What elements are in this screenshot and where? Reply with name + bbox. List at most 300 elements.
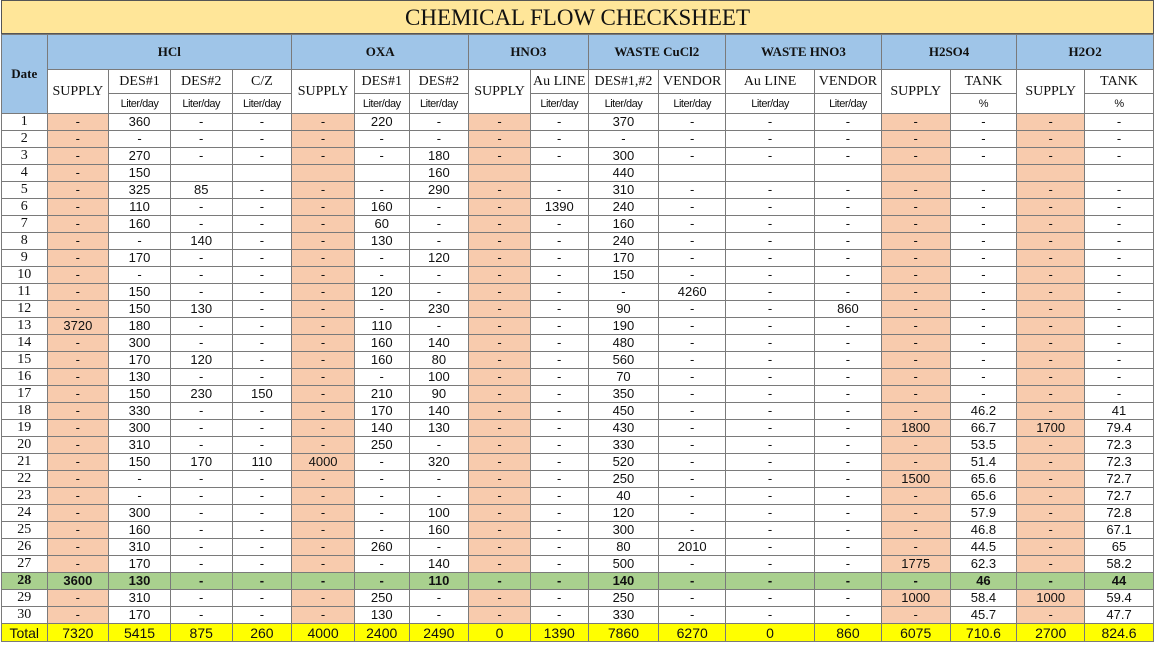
value-cell bbox=[469, 165, 531, 182]
value-cell: - bbox=[170, 522, 232, 539]
value-cell: - bbox=[409, 216, 469, 233]
value-cell: - bbox=[726, 471, 815, 488]
value-cell: - bbox=[232, 369, 292, 386]
value-cell: - bbox=[47, 420, 109, 437]
value-cell: - bbox=[726, 573, 815, 590]
value-cell: - bbox=[950, 267, 1017, 284]
value-cell: - bbox=[354, 454, 409, 471]
value-cell: - bbox=[815, 607, 882, 624]
value-cell: - bbox=[726, 386, 815, 403]
date-cell: 25 bbox=[2, 522, 48, 539]
value-cell: - bbox=[815, 352, 882, 369]
date-cell: 10 bbox=[2, 267, 48, 284]
value-cell: 1000 bbox=[881, 590, 950, 607]
value-cell: 300 bbox=[109, 420, 171, 437]
value-cell: - bbox=[232, 420, 292, 437]
value-cell: - bbox=[170, 556, 232, 573]
value-cell: - bbox=[881, 182, 950, 199]
value-cell: - bbox=[530, 386, 588, 403]
table-row bbox=[2, 573, 1154, 590]
value-cell: - bbox=[409, 318, 469, 335]
value-cell: - bbox=[469, 301, 531, 318]
date-cell: 28 bbox=[2, 573, 48, 590]
unit-label: Liter/day bbox=[588, 94, 659, 114]
value-cell: 170 bbox=[170, 454, 232, 471]
value-cell: - bbox=[1017, 573, 1085, 590]
table-row bbox=[2, 590, 1154, 607]
value-cell: - bbox=[469, 284, 531, 301]
table-row bbox=[2, 148, 1154, 165]
value-cell: - bbox=[659, 556, 726, 573]
value-cell: - bbox=[588, 131, 659, 148]
value-cell: 58.4 bbox=[950, 590, 1017, 607]
value-cell: 100 bbox=[409, 369, 469, 386]
value-cell: - bbox=[469, 182, 531, 199]
value-cell: 90 bbox=[588, 301, 659, 318]
column-header: VENDOR bbox=[659, 70, 726, 94]
flow-table bbox=[1, 34, 1154, 642]
value-cell: - bbox=[469, 114, 531, 131]
value-cell: - bbox=[47, 403, 109, 420]
value-cell: - bbox=[109, 131, 171, 148]
value-cell: - bbox=[292, 318, 355, 335]
value-cell: - bbox=[726, 131, 815, 148]
value-cell: - bbox=[47, 454, 109, 471]
value-cell: 130 bbox=[354, 607, 409, 624]
value-cell: - bbox=[726, 318, 815, 335]
value-cell: - bbox=[232, 352, 292, 369]
table-row bbox=[2, 165, 1154, 182]
value-cell: 110 bbox=[232, 454, 292, 471]
value-cell: - bbox=[530, 505, 588, 522]
value-cell: - bbox=[815, 573, 882, 590]
date-cell: 23 bbox=[2, 488, 48, 505]
value-cell: - bbox=[659, 369, 726, 386]
value-cell: - bbox=[47, 471, 109, 488]
date-cell: 4 bbox=[2, 165, 48, 182]
value-cell: - bbox=[726, 182, 815, 199]
value-cell: 65.6 bbox=[950, 471, 1017, 488]
value-cell: - bbox=[409, 539, 469, 556]
table-row bbox=[2, 131, 1154, 148]
value-cell bbox=[815, 165, 882, 182]
value-cell: - bbox=[950, 318, 1017, 335]
value-cell: - bbox=[292, 131, 355, 148]
value-cell: 2010 bbox=[659, 539, 726, 556]
column-header: TANK bbox=[950, 70, 1017, 94]
value-cell: - bbox=[47, 522, 109, 539]
value-cell: - bbox=[659, 131, 726, 148]
value-cell: - bbox=[469, 386, 531, 403]
value-cell: - bbox=[659, 352, 726, 369]
value-cell: - bbox=[170, 437, 232, 454]
column-header: Au LINE bbox=[530, 70, 588, 94]
value-cell: - bbox=[469, 131, 531, 148]
value-cell: 140 bbox=[354, 420, 409, 437]
value-cell: - bbox=[950, 114, 1017, 131]
value-cell: - bbox=[354, 250, 409, 267]
value-cell: - bbox=[354, 505, 409, 522]
value-cell: 1390 bbox=[530, 624, 588, 642]
value-cell: - bbox=[1017, 182, 1085, 199]
value-cell: 51.4 bbox=[950, 454, 1017, 471]
value-cell: 1000 bbox=[1017, 590, 1085, 607]
value-cell: - bbox=[1017, 199, 1085, 216]
value-cell: - bbox=[232, 590, 292, 607]
value-cell: - bbox=[292, 573, 355, 590]
value-cell: 210 bbox=[354, 386, 409, 403]
value-cell: - bbox=[1017, 607, 1085, 624]
group-header-oxa: OXA bbox=[292, 35, 469, 70]
value-cell: - bbox=[1017, 284, 1085, 301]
value-cell: - bbox=[1017, 318, 1085, 335]
value-cell: 80 bbox=[409, 352, 469, 369]
value-cell: - bbox=[1085, 301, 1154, 318]
value-cell: - bbox=[881, 233, 950, 250]
value-cell: - bbox=[881, 386, 950, 403]
value-cell: - bbox=[881, 488, 950, 505]
value-cell: 45.7 bbox=[950, 607, 1017, 624]
supply-header: SUPPLY bbox=[292, 70, 355, 114]
value-cell: - bbox=[47, 335, 109, 352]
unit-label: Liter/day bbox=[354, 94, 409, 114]
value-cell: 6075 bbox=[881, 624, 950, 642]
value-cell: - bbox=[292, 284, 355, 301]
value-cell: - bbox=[659, 522, 726, 539]
value-cell: - bbox=[469, 267, 531, 284]
value-cell: - bbox=[815, 318, 882, 335]
table-row bbox=[2, 267, 1154, 284]
value-cell: - bbox=[354, 267, 409, 284]
value-cell: - bbox=[659, 267, 726, 284]
value-cell: - bbox=[109, 488, 171, 505]
value-cell: - bbox=[47, 216, 109, 233]
value-cell: - bbox=[232, 250, 292, 267]
value-cell: - bbox=[47, 199, 109, 216]
value-cell: - bbox=[232, 131, 292, 148]
value-cell: 170 bbox=[109, 607, 171, 624]
value-cell: - bbox=[232, 199, 292, 216]
table-row bbox=[2, 505, 1154, 522]
value-cell: - bbox=[232, 539, 292, 556]
value-cell: - bbox=[530, 131, 588, 148]
unit-label: Liter/day bbox=[232, 94, 292, 114]
value-cell: - bbox=[469, 437, 531, 454]
value-cell: - bbox=[659, 318, 726, 335]
value-cell: - bbox=[47, 437, 109, 454]
value-cell: - bbox=[726, 233, 815, 250]
value-cell: 1700 bbox=[1017, 420, 1085, 437]
column-header: DES#2 bbox=[170, 70, 232, 94]
value-cell: - bbox=[659, 114, 726, 131]
table-row bbox=[2, 114, 1154, 131]
value-cell: - bbox=[47, 301, 109, 318]
value-cell: - bbox=[109, 267, 171, 284]
group-header-hcl: HCl bbox=[47, 35, 292, 70]
value-cell: - bbox=[1085, 386, 1154, 403]
value-cell: - bbox=[409, 284, 469, 301]
value-cell: - bbox=[354, 488, 409, 505]
table-row bbox=[2, 471, 1154, 488]
value-cell: - bbox=[170, 488, 232, 505]
value-cell: - bbox=[47, 539, 109, 556]
date-header: Date bbox=[2, 35, 48, 114]
value-cell: - bbox=[815, 590, 882, 607]
value-cell: - bbox=[881, 573, 950, 590]
value-cell: - bbox=[1085, 199, 1154, 216]
table-row bbox=[2, 420, 1154, 437]
value-cell: - bbox=[292, 369, 355, 386]
date-cell: 19 bbox=[2, 420, 48, 437]
value-cell: - bbox=[170, 505, 232, 522]
value-cell: - bbox=[1017, 216, 1085, 233]
value-cell: - bbox=[950, 148, 1017, 165]
table-header bbox=[2, 35, 1154, 114]
value-cell: - bbox=[354, 556, 409, 573]
table-row bbox=[2, 369, 1154, 386]
value-cell: - bbox=[659, 590, 726, 607]
value-cell: - bbox=[881, 403, 950, 420]
value-cell: - bbox=[659, 335, 726, 352]
column-header: VENDOR bbox=[815, 70, 882, 94]
value-cell: 67.1 bbox=[1085, 522, 1154, 539]
value-cell: - bbox=[469, 233, 531, 250]
group-header-hno3: HNO3 bbox=[469, 35, 588, 70]
value-cell: - bbox=[47, 114, 109, 131]
value-cell: 130 bbox=[109, 573, 171, 590]
column-header: Au LINE bbox=[726, 70, 815, 94]
value-cell: 140 bbox=[409, 556, 469, 573]
date-cell: 26 bbox=[2, 539, 48, 556]
value-cell: 160 bbox=[109, 216, 171, 233]
value-cell: - bbox=[47, 556, 109, 573]
value-cell: - bbox=[815, 284, 882, 301]
value-cell: - bbox=[354, 301, 409, 318]
value-cell: 350 bbox=[588, 386, 659, 403]
value-cell: - bbox=[1017, 114, 1085, 131]
value-cell: - bbox=[659, 573, 726, 590]
value-cell: - bbox=[47, 250, 109, 267]
unit-label: % bbox=[950, 94, 1017, 114]
date-cell: 13 bbox=[2, 318, 48, 335]
value-cell: - bbox=[881, 454, 950, 471]
value-cell: - bbox=[292, 522, 355, 539]
value-cell: - bbox=[292, 539, 355, 556]
value-cell: - bbox=[726, 539, 815, 556]
value-cell: - bbox=[815, 454, 882, 471]
value-cell: 0 bbox=[469, 624, 531, 642]
value-cell: - bbox=[170, 369, 232, 386]
value-cell: - bbox=[726, 267, 815, 284]
value-cell: 59.4 bbox=[1085, 590, 1154, 607]
value-cell: - bbox=[726, 454, 815, 471]
value-cell: 1390 bbox=[530, 199, 588, 216]
value-cell: - bbox=[469, 607, 531, 624]
value-cell: - bbox=[409, 488, 469, 505]
value-cell: - bbox=[726, 250, 815, 267]
value-cell: - bbox=[47, 386, 109, 403]
value-cell: - bbox=[292, 607, 355, 624]
value-cell: - bbox=[726, 114, 815, 131]
value-cell: - bbox=[47, 505, 109, 522]
value-cell: 3600 bbox=[47, 573, 109, 590]
value-cell: 140 bbox=[588, 573, 659, 590]
date-cell: 8 bbox=[2, 233, 48, 250]
table-row bbox=[2, 199, 1154, 216]
value-cell: - bbox=[726, 488, 815, 505]
date-cell: 27 bbox=[2, 556, 48, 573]
value-cell: 240 bbox=[588, 199, 659, 216]
value-cell: - bbox=[530, 335, 588, 352]
value-cell: 330 bbox=[588, 437, 659, 454]
value-cell: - bbox=[469, 420, 531, 437]
value-cell: - bbox=[726, 556, 815, 573]
value-cell bbox=[1085, 165, 1154, 182]
value-cell: - bbox=[815, 148, 882, 165]
sheet-title: CHEMICAL FLOW CHECKSHEET bbox=[1, 0, 1154, 34]
date-cell: 16 bbox=[2, 369, 48, 386]
value-cell: - bbox=[881, 607, 950, 624]
value-cell: - bbox=[950, 199, 1017, 216]
value-cell: - bbox=[726, 590, 815, 607]
value-cell: - bbox=[950, 284, 1017, 301]
value-cell: - bbox=[409, 590, 469, 607]
value-cell: - bbox=[950, 216, 1017, 233]
value-cell: - bbox=[232, 148, 292, 165]
value-cell: - bbox=[659, 471, 726, 488]
column-header: TANK bbox=[1085, 70, 1154, 94]
value-cell: - bbox=[881, 250, 950, 267]
column-header: DES#2 bbox=[409, 70, 469, 94]
value-cell: - bbox=[232, 505, 292, 522]
value-cell: - bbox=[1017, 148, 1085, 165]
value-cell: 7320 bbox=[47, 624, 109, 642]
value-cell: - bbox=[170, 250, 232, 267]
date-cell: 17 bbox=[2, 386, 48, 403]
date-cell: 22 bbox=[2, 471, 48, 488]
supply-header: SUPPLY bbox=[469, 70, 531, 114]
date-cell: 18 bbox=[2, 403, 48, 420]
value-cell: - bbox=[409, 233, 469, 250]
value-cell: - bbox=[530, 522, 588, 539]
value-cell: - bbox=[815, 369, 882, 386]
table-row bbox=[2, 454, 1154, 471]
value-cell: - bbox=[354, 148, 409, 165]
value-cell: 46 bbox=[950, 573, 1017, 590]
value-cell: - bbox=[469, 488, 531, 505]
value-cell: - bbox=[232, 488, 292, 505]
value-cell: - bbox=[1085, 335, 1154, 352]
value-cell: - bbox=[659, 505, 726, 522]
value-cell: - bbox=[354, 573, 409, 590]
value-cell: 240 bbox=[588, 233, 659, 250]
value-cell: - bbox=[47, 369, 109, 386]
column-header: DES#1,#2 bbox=[588, 70, 659, 94]
value-cell: - bbox=[292, 301, 355, 318]
value-cell: - bbox=[530, 284, 588, 301]
value-cell: - bbox=[1017, 556, 1085, 573]
value-cell: - bbox=[659, 301, 726, 318]
value-cell: - bbox=[530, 454, 588, 471]
value-cell: - bbox=[409, 607, 469, 624]
value-cell: - bbox=[47, 488, 109, 505]
value-cell: - bbox=[1017, 522, 1085, 539]
value-cell: 250 bbox=[588, 590, 659, 607]
table-row bbox=[2, 301, 1154, 318]
value-cell: - bbox=[292, 386, 355, 403]
value-cell: 170 bbox=[588, 250, 659, 267]
unit-label: Liter/day bbox=[109, 94, 171, 114]
value-cell: - bbox=[409, 114, 469, 131]
value-cell: - bbox=[1017, 131, 1085, 148]
value-cell: 370 bbox=[588, 114, 659, 131]
value-cell: - bbox=[881, 131, 950, 148]
value-cell: - bbox=[815, 488, 882, 505]
column-header: DES#1 bbox=[109, 70, 171, 94]
value-cell: - bbox=[726, 369, 815, 386]
value-cell: - bbox=[950, 352, 1017, 369]
value-cell: - bbox=[1085, 284, 1154, 301]
value-cell: 1775 bbox=[881, 556, 950, 573]
value-cell: 230 bbox=[409, 301, 469, 318]
value-cell: 100 bbox=[409, 505, 469, 522]
value-cell: 310 bbox=[109, 539, 171, 556]
value-cell: - bbox=[469, 573, 531, 590]
value-cell: - bbox=[170, 199, 232, 216]
date-cell: 3 bbox=[2, 148, 48, 165]
supply-header: SUPPLY bbox=[47, 70, 109, 114]
value-cell: - bbox=[469, 590, 531, 607]
value-cell: - bbox=[292, 216, 355, 233]
value-cell: - bbox=[47, 233, 109, 250]
value-cell: - bbox=[469, 148, 531, 165]
value-cell: 85 bbox=[170, 182, 232, 199]
value-cell: 190 bbox=[588, 318, 659, 335]
value-cell: 41 bbox=[1085, 403, 1154, 420]
value-cell: 58.2 bbox=[1085, 556, 1154, 573]
value-cell: - bbox=[881, 267, 950, 284]
value-cell: - bbox=[1017, 335, 1085, 352]
supply-header: SUPPLY bbox=[881, 70, 950, 114]
value-cell: - bbox=[1085, 318, 1154, 335]
value-cell: 40 bbox=[588, 488, 659, 505]
value-cell: - bbox=[109, 471, 171, 488]
value-cell: 72.3 bbox=[1085, 454, 1154, 471]
value-cell: - bbox=[409, 267, 469, 284]
value-cell: 5415 bbox=[109, 624, 171, 642]
value-cell: 140 bbox=[170, 233, 232, 250]
value-cell: 72.7 bbox=[1085, 471, 1154, 488]
value-cell: - bbox=[659, 420, 726, 437]
value-cell: - bbox=[1085, 352, 1154, 369]
value-cell: 70 bbox=[588, 369, 659, 386]
column-header: DES#1 bbox=[354, 70, 409, 94]
value-cell: - bbox=[659, 437, 726, 454]
value-cell: - bbox=[815, 131, 882, 148]
value-cell: - bbox=[232, 301, 292, 318]
value-cell bbox=[232, 165, 292, 182]
value-cell: 320 bbox=[409, 454, 469, 471]
value-cell: 160 bbox=[354, 335, 409, 352]
value-cell: - bbox=[232, 573, 292, 590]
value-cell: 120 bbox=[409, 250, 469, 267]
value-cell: - bbox=[815, 386, 882, 403]
value-cell: - bbox=[530, 182, 588, 199]
value-cell: - bbox=[170, 539, 232, 556]
checksheet bbox=[1, 0, 1154, 642]
value-cell: - bbox=[815, 420, 882, 437]
value-cell: - bbox=[232, 216, 292, 233]
